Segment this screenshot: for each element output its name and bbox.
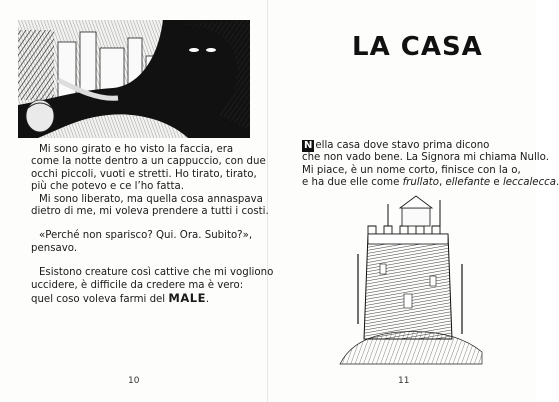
paragraph-text: e [490, 177, 503, 189]
paragraph-line: Mi sono liberato, ma quella cosa annaspava [39, 193, 263, 205]
page-number-right: 11 [398, 376, 410, 386]
male-suffix: . [205, 294, 210, 306]
paragraph-text: . [556, 177, 559, 189]
paragraph-text: ella casa dove stavo prima dicono [315, 140, 490, 151]
paragraph-line: pensavo. [31, 242, 78, 254]
paragraph-line: che non vado bene. La Signora mi chiama Nullo. [302, 152, 549, 164]
italic-word: frullato [402, 177, 439, 189]
italic-word: ellefante [445, 177, 491, 189]
page-number-left: 10 [128, 376, 140, 386]
paragraph-text: , [438, 177, 446, 189]
paragraph-line [302, 177, 559, 189]
paragraph-line: uccidere, è difficile da credere ma è vero: [31, 279, 244, 291]
paragraph-line: Esistono creature così cattive che mi vogliono [39, 267, 274, 279]
shadow-creature-illustration [18, 20, 250, 138]
paragraph-text: quel coso voleva farmi del [31, 294, 166, 306]
chapter-title: LA CASA [352, 32, 483, 62]
left-page-text [31, 144, 273, 306]
paragraph-text: e ha due elle come [302, 177, 403, 189]
drop-cap: N [304, 140, 313, 151]
paragraph-line [302, 140, 559, 152]
paragraph-line: Mi sono girato e ho visto la faccia, era [39, 144, 234, 155]
right-page-text [302, 140, 559, 190]
paragraph-line: Mi piace, è un nome corto, finisce con la o, [302, 164, 521, 176]
male-word: MALE [168, 291, 206, 306]
paragraph-line: «Perché non sparisco? Qui. Ora. Subito?», [39, 230, 253, 242]
tower-house-illustration [340, 194, 482, 364]
paragraph-line: dietro di me, mi voleva prendere a tutti i costi. [31, 206, 269, 218]
paragraph-line: più che potevo e ce l’ho fatta. [31, 181, 184, 193]
paragraph-line [31, 292, 273, 306]
paragraph-line: come la notte dentro a un cappuccio, con due [31, 156, 266, 168]
italic-word: leccalecca [502, 177, 557, 189]
paragraph-line: occhi piccoli, vuoti e stretti. Ho tirato, tirato, [31, 168, 257, 180]
